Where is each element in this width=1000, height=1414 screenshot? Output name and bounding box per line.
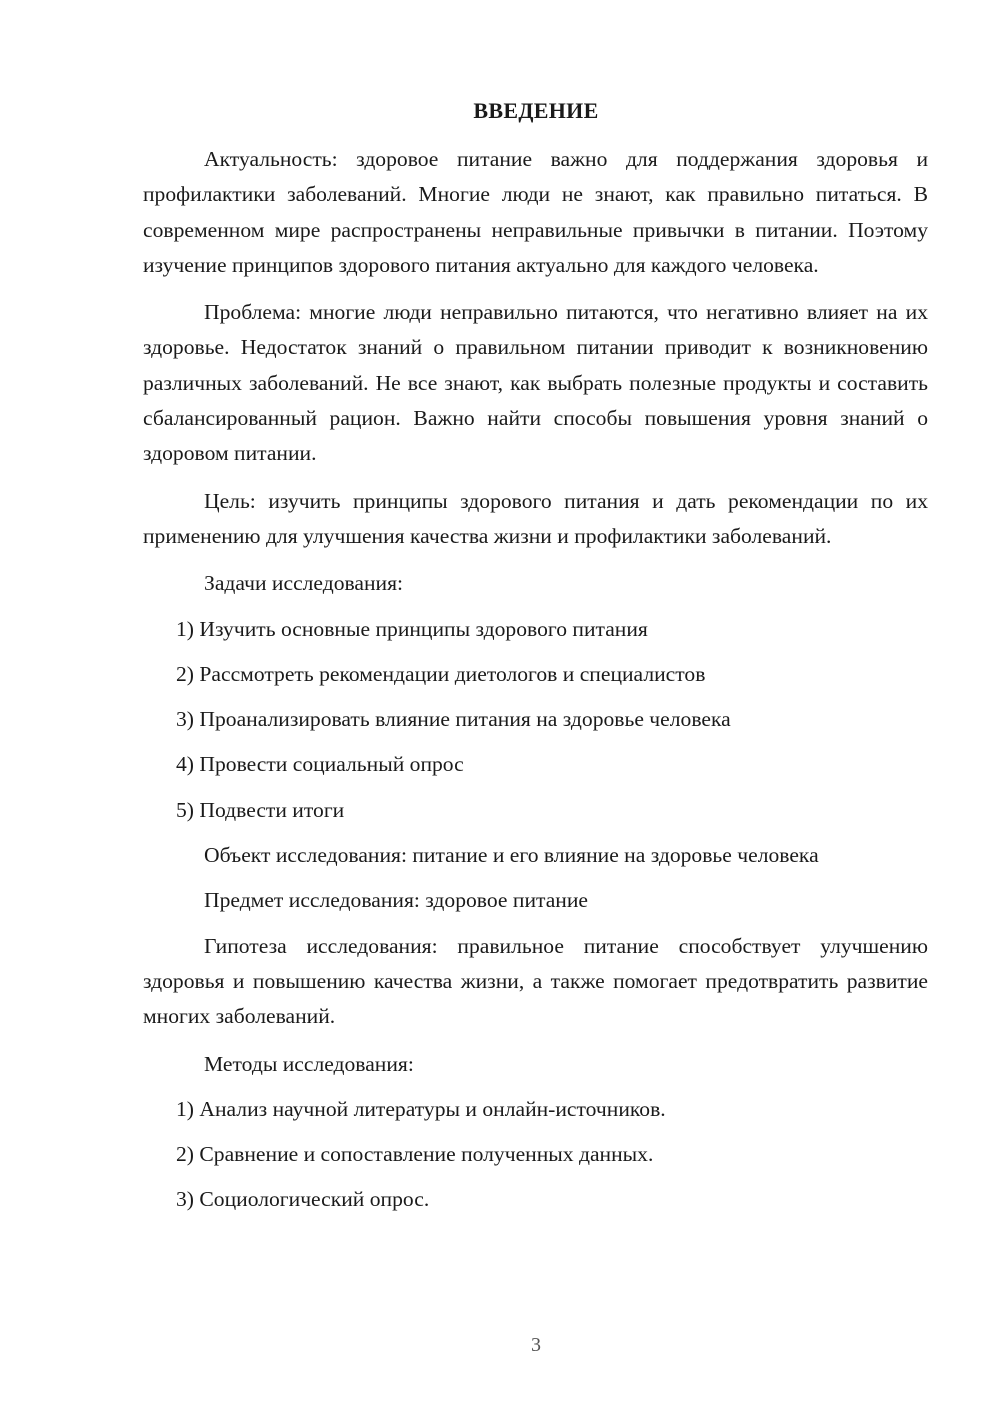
problem-paragraph: Проблема: многие люди неправильно питаются, что негативно влияет на их здоровье. Недостаток знаний о правильном питании приводит к возникновению различных заболеваний. Не все знают, как выбрать полезные продукты и составить сбалансированный рацион. Важно найти способы повышения уровня знаний о здоровом питании. [143, 300, 928, 466]
task-item: 5) Подвести итоги [176, 797, 345, 822]
method-item: 3) Социологический опрос. [176, 1187, 430, 1212]
task-item: 4) Провести социальный опрос [176, 752, 464, 777]
task-item: 3) Проанализировать влияние питания на здоровье человека [176, 707, 731, 732]
section-heading: ВВЕДЕНИЕ [473, 98, 599, 123]
method-item: 2) Сравнение и сопоставление полученных данных. [176, 1142, 654, 1167]
tasks-label: Задачи исследования: [204, 571, 404, 596]
research-object: Объект исследования: питание и его влияние на здоровье человека [204, 843, 819, 868]
research-subject: Предмет исследования: здоровое питание [204, 888, 588, 913]
document-body [143, 142, 928, 1228]
relevance-paragraph: Актуальность: здоровое питание важно для поддержания здоровья и профилактики заболеваний. Многие люди не знают, как правильно питаться. В современном мире распространены неправильные привычки в питании. Поэтому изучение принципов здорового питания актуально для каждого человека. [143, 147, 928, 277]
task-item: 1) Изучить основные принципы здорового питания [176, 616, 648, 641]
hypothesis-paragraph: Гипотеза исследования: правильное питание способствует улучшению здоровья и повышению качества жизни, а также помогает предотвратить развитие многих заболеваний. [143, 933, 928, 1029]
method-item: 1) Анализ научной литературы и онлайн-источников. [176, 1096, 666, 1121]
page-number: 3 [531, 1334, 541, 1356]
task-item: 2) Рассмотреть рекомендации диетологов и специалистов [176, 661, 706, 686]
goal-paragraph: Цель: изучить принципы здорового питания и дать рекомендации по их применению для улучшения качества жизни и профилактики заболеваний. [143, 488, 928, 548]
methods-label: Методы исследования: [204, 1051, 414, 1076]
